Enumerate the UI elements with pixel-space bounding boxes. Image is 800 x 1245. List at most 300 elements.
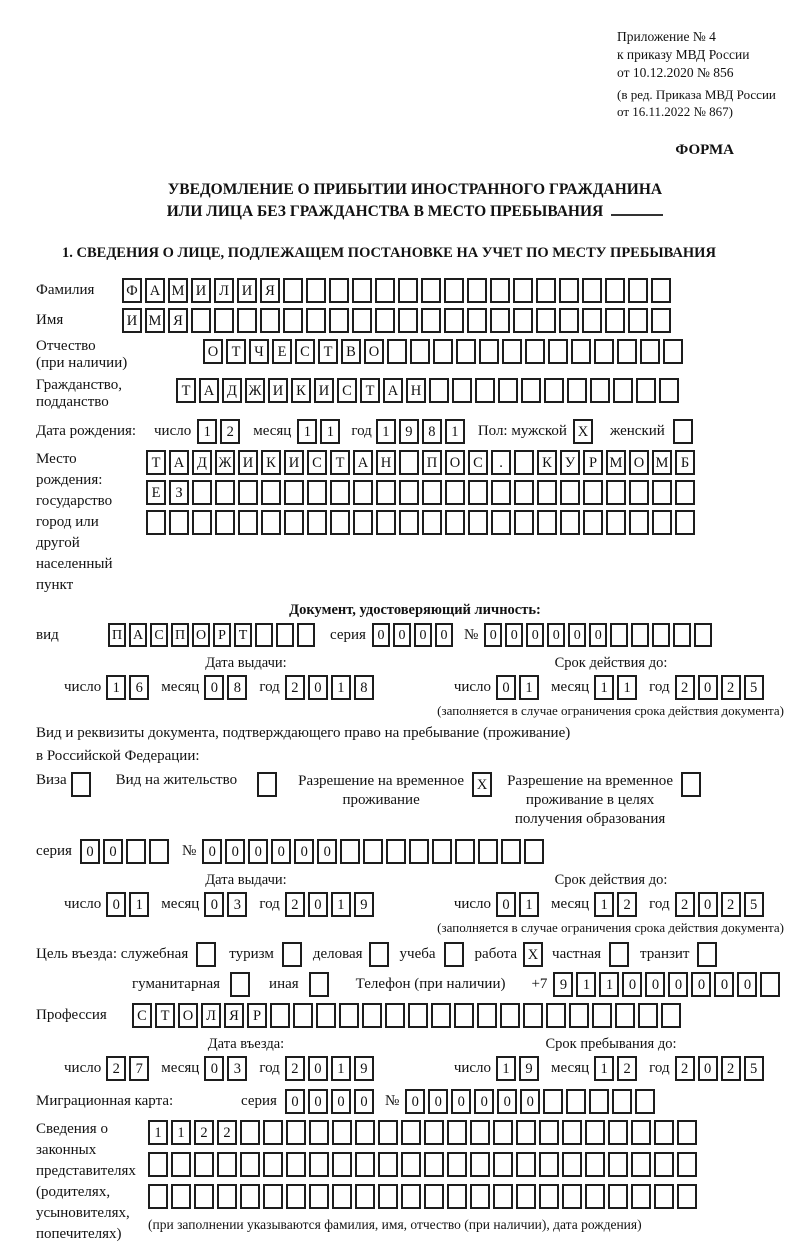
char-cell[interactable] bbox=[270, 1003, 290, 1028]
char-cell[interactable] bbox=[257, 772, 277, 797]
char-cell[interactable] bbox=[455, 839, 475, 864]
char-cell[interactable] bbox=[477, 1003, 497, 1028]
char-cell[interactable]: П bbox=[422, 450, 442, 475]
char-cell[interactable] bbox=[126, 839, 146, 864]
char-cell[interactable] bbox=[215, 480, 235, 505]
char-cell[interactable] bbox=[255, 623, 273, 647]
char-cell[interactable] bbox=[282, 942, 302, 967]
char-cell[interactable]: Ж bbox=[245, 378, 265, 403]
char-cell[interactable] bbox=[567, 378, 587, 403]
char-cell[interactable] bbox=[470, 1184, 490, 1209]
char-cell[interactable]: А bbox=[145, 278, 165, 303]
char-cell[interactable] bbox=[355, 1120, 375, 1145]
char-cell[interactable]: Л bbox=[201, 1003, 221, 1028]
temp-residence-edu-checkbox[interactable] bbox=[681, 772, 704, 797]
char-cell[interactable] bbox=[445, 510, 465, 535]
char-cell[interactable]: Я bbox=[260, 278, 280, 303]
char-cell[interactable] bbox=[71, 772, 91, 797]
char-cell[interactable]: А bbox=[353, 450, 373, 475]
char-cell[interactable]: Т bbox=[146, 450, 166, 475]
char-cell[interactable]: 0 bbox=[622, 972, 642, 997]
char-cell[interactable]: 0 bbox=[496, 892, 516, 917]
char-cell[interactable]: 1 bbox=[129, 892, 149, 917]
char-cell[interactable] bbox=[261, 510, 281, 535]
char-cell[interactable] bbox=[332, 1152, 352, 1177]
char-cell[interactable]: О bbox=[445, 450, 465, 475]
char-cell[interactable] bbox=[447, 1152, 467, 1177]
char-cell[interactable]: 0 bbox=[285, 1089, 305, 1114]
char-cell[interactable] bbox=[431, 1003, 451, 1028]
char-cell[interactable] bbox=[654, 1184, 674, 1209]
char-cell[interactable] bbox=[559, 308, 579, 333]
char-cell[interactable]: 0 bbox=[520, 1089, 540, 1114]
char-cell[interactable] bbox=[493, 1120, 513, 1145]
char-cell[interactable]: З bbox=[169, 480, 189, 505]
char-cell[interactable] bbox=[401, 1184, 421, 1209]
char-cell[interactable] bbox=[582, 308, 602, 333]
char-cell[interactable]: И bbox=[314, 378, 334, 403]
char-cell[interactable]: Я bbox=[224, 1003, 244, 1028]
purpose-private-checkbox[interactable] bbox=[609, 942, 632, 967]
char-cell[interactable]: 2 bbox=[194, 1120, 214, 1145]
char-cell[interactable] bbox=[585, 1120, 605, 1145]
char-cell[interactable] bbox=[230, 972, 250, 997]
char-cell[interactable]: 7 bbox=[129, 1056, 149, 1081]
char-cell[interactable] bbox=[677, 1152, 697, 1177]
char-cell[interactable] bbox=[537, 510, 557, 535]
char-cell[interactable] bbox=[148, 1184, 168, 1209]
char-cell[interactable] bbox=[399, 480, 419, 505]
char-cell[interactable] bbox=[677, 1184, 697, 1209]
char-cell[interactable]: 1 bbox=[519, 892, 539, 917]
char-cell[interactable] bbox=[286, 1152, 306, 1177]
sex-female-checkbox[interactable] bbox=[673, 419, 696, 444]
char-cell[interactable] bbox=[608, 1184, 628, 1209]
char-cell[interactable] bbox=[286, 1184, 306, 1209]
char-cell[interactable]: 0 bbox=[568, 623, 586, 647]
char-cell[interactable]: Я bbox=[168, 308, 188, 333]
char-cell[interactable] bbox=[468, 480, 488, 505]
char-cell[interactable] bbox=[654, 1120, 674, 1145]
char-cell[interactable] bbox=[493, 1152, 513, 1177]
char-cell[interactable]: 0 bbox=[714, 972, 734, 997]
char-cell[interactable] bbox=[628, 278, 648, 303]
char-cell[interactable] bbox=[169, 510, 189, 535]
char-cell[interactable]: 0 bbox=[372, 623, 390, 647]
char-cell[interactable] bbox=[263, 1152, 283, 1177]
char-cell[interactable] bbox=[583, 480, 603, 505]
char-cell[interactable]: 0 bbox=[547, 623, 565, 647]
char-cell[interactable] bbox=[636, 378, 656, 403]
char-cell[interactable]: Ж bbox=[215, 450, 235, 475]
char-cell[interactable] bbox=[355, 1152, 375, 1177]
char-cell[interactable]: 2 bbox=[217, 1120, 237, 1145]
char-cell[interactable]: 1 bbox=[331, 675, 351, 700]
char-cell[interactable] bbox=[539, 1184, 559, 1209]
char-cell[interactable] bbox=[582, 278, 602, 303]
char-cell[interactable] bbox=[640, 339, 660, 364]
char-cell[interactable] bbox=[629, 510, 649, 535]
char-cell[interactable]: М bbox=[145, 308, 165, 333]
char-cell[interactable]: А bbox=[383, 378, 403, 403]
char-cell[interactable]: 1 bbox=[496, 1056, 516, 1081]
char-cell[interactable] bbox=[513, 308, 533, 333]
char-cell[interactable]: Е bbox=[272, 339, 292, 364]
char-cell[interactable]: 9 bbox=[553, 972, 573, 997]
char-cell[interactable] bbox=[429, 378, 449, 403]
char-cell[interactable] bbox=[447, 1120, 467, 1145]
char-cell[interactable] bbox=[651, 278, 671, 303]
char-cell[interactable] bbox=[332, 1120, 352, 1145]
char-cell[interactable] bbox=[654, 1152, 674, 1177]
char-cell[interactable]: А bbox=[199, 378, 219, 403]
temp-residence-checkbox[interactable] bbox=[472, 772, 495, 797]
char-cell[interactable]: 0 bbox=[294, 839, 314, 864]
char-cell[interactable] bbox=[697, 942, 717, 967]
char-cell[interactable]: 9 bbox=[399, 419, 419, 444]
char-cell[interactable] bbox=[594, 339, 614, 364]
char-cell[interactable] bbox=[562, 1184, 582, 1209]
char-cell[interactable]: Р bbox=[583, 450, 603, 475]
char-cell[interactable]: 2 bbox=[220, 419, 240, 444]
char-cell[interactable]: 2 bbox=[675, 892, 695, 917]
char-cell[interactable] bbox=[309, 1184, 329, 1209]
char-cell[interactable]: К bbox=[537, 450, 557, 475]
char-cell[interactable] bbox=[536, 308, 556, 333]
char-cell[interactable] bbox=[386, 839, 406, 864]
char-cell[interactable]: 2 bbox=[721, 1056, 741, 1081]
char-cell[interactable] bbox=[652, 510, 672, 535]
char-cell[interactable]: 0 bbox=[474, 1089, 494, 1114]
purpose-study-checkbox[interactable] bbox=[444, 942, 467, 967]
purpose-work-checkbox[interactable] bbox=[523, 942, 546, 967]
char-cell[interactable] bbox=[490, 278, 510, 303]
char-cell[interactable]: Б bbox=[675, 450, 695, 475]
char-cell[interactable] bbox=[589, 1089, 609, 1114]
char-cell[interactable] bbox=[214, 308, 234, 333]
char-cell[interactable] bbox=[339, 1003, 359, 1028]
char-cell[interactable] bbox=[661, 1003, 681, 1028]
char-cell[interactable] bbox=[240, 1152, 260, 1177]
char-cell[interactable] bbox=[444, 942, 464, 967]
char-cell[interactable]: 1 bbox=[320, 419, 340, 444]
char-cell[interactable]: X bbox=[523, 942, 543, 967]
char-cell[interactable] bbox=[559, 278, 579, 303]
char-cell[interactable] bbox=[293, 1003, 313, 1028]
char-cell[interactable] bbox=[398, 308, 418, 333]
char-cell[interactable]: 2 bbox=[617, 1056, 637, 1081]
char-cell[interactable]: 0 bbox=[405, 1089, 425, 1114]
char-cell[interactable] bbox=[240, 1184, 260, 1209]
char-cell[interactable] bbox=[475, 378, 495, 403]
char-cell[interactable] bbox=[376, 480, 396, 505]
char-cell[interactable] bbox=[444, 308, 464, 333]
char-cell[interactable] bbox=[612, 1089, 632, 1114]
char-cell[interactable] bbox=[238, 480, 258, 505]
char-cell[interactable]: 0 bbox=[202, 839, 222, 864]
char-cell[interactable] bbox=[478, 839, 498, 864]
char-cell[interactable]: 0 bbox=[737, 972, 757, 997]
char-cell[interactable] bbox=[562, 1152, 582, 1177]
char-cell[interactable] bbox=[652, 623, 670, 647]
char-cell[interactable]: В bbox=[341, 339, 361, 364]
char-cell[interactable] bbox=[375, 308, 395, 333]
char-cell[interactable]: 0 bbox=[103, 839, 123, 864]
char-cell[interactable] bbox=[191, 308, 211, 333]
char-cell[interactable] bbox=[500, 1003, 520, 1028]
char-cell[interactable]: 0 bbox=[308, 892, 328, 917]
char-cell[interactable] bbox=[401, 1120, 421, 1145]
char-cell[interactable] bbox=[548, 339, 568, 364]
char-cell[interactable] bbox=[546, 1003, 566, 1028]
char-cell[interactable] bbox=[424, 1120, 444, 1145]
char-cell[interactable]: А bbox=[169, 450, 189, 475]
char-cell[interactable]: 1 bbox=[331, 1056, 351, 1081]
char-cell[interactable] bbox=[467, 308, 487, 333]
char-cell[interactable] bbox=[491, 480, 511, 505]
char-cell[interactable] bbox=[514, 480, 534, 505]
char-cell[interactable] bbox=[240, 1120, 260, 1145]
char-cell[interactable] bbox=[387, 339, 407, 364]
char-cell[interactable] bbox=[606, 510, 626, 535]
char-cell[interactable]: 0 bbox=[106, 892, 126, 917]
char-cell[interactable]: 0 bbox=[497, 1089, 517, 1114]
char-cell[interactable]: 1 bbox=[445, 419, 465, 444]
char-cell[interactable]: 0 bbox=[668, 972, 688, 997]
char-cell[interactable] bbox=[659, 378, 679, 403]
char-cell[interactable] bbox=[263, 1184, 283, 1209]
char-cell[interactable]: 0 bbox=[505, 623, 523, 647]
char-cell[interactable]: 8 bbox=[422, 419, 442, 444]
char-cell[interactable]: 0 bbox=[248, 839, 268, 864]
char-cell[interactable] bbox=[606, 480, 626, 505]
char-cell[interactable]: Д bbox=[222, 378, 242, 403]
char-cell[interactable] bbox=[309, 972, 329, 997]
sex-male-checkbox[interactable] bbox=[573, 419, 596, 444]
char-cell[interactable] bbox=[514, 450, 534, 475]
char-cell[interactable]: 0 bbox=[428, 1089, 448, 1114]
char-cell[interactable]: 1 bbox=[331, 892, 351, 917]
char-cell[interactable] bbox=[408, 1003, 428, 1028]
char-cell[interactable] bbox=[307, 510, 327, 535]
char-cell[interactable] bbox=[608, 1120, 628, 1145]
char-cell[interactable] bbox=[502, 339, 522, 364]
char-cell[interactable]: С bbox=[468, 450, 488, 475]
char-cell[interactable]: Ф bbox=[122, 278, 142, 303]
char-cell[interactable]: 5 bbox=[744, 892, 764, 917]
char-cell[interactable] bbox=[399, 510, 419, 535]
char-cell[interactable]: 1 bbox=[594, 675, 614, 700]
char-cell[interactable] bbox=[543, 1089, 563, 1114]
char-cell[interactable] bbox=[560, 510, 580, 535]
char-cell[interactable] bbox=[592, 1003, 612, 1028]
char-cell[interactable] bbox=[283, 308, 303, 333]
char-cell[interactable]: 3 bbox=[227, 1056, 247, 1081]
char-cell[interactable]: Р bbox=[247, 1003, 267, 1028]
char-cell[interactable]: С bbox=[150, 623, 168, 647]
char-cell[interactable]: 0 bbox=[645, 972, 665, 997]
char-cell[interactable] bbox=[514, 510, 534, 535]
char-cell[interactable] bbox=[452, 378, 472, 403]
char-cell[interactable]: 0 bbox=[354, 1089, 374, 1114]
char-cell[interactable] bbox=[613, 378, 633, 403]
char-cell[interactable] bbox=[635, 1089, 655, 1114]
char-cell[interactable] bbox=[171, 1184, 191, 1209]
char-cell[interactable] bbox=[238, 510, 258, 535]
char-cell[interactable]: О bbox=[203, 339, 223, 364]
char-cell[interactable] bbox=[560, 480, 580, 505]
char-cell[interactable] bbox=[673, 419, 693, 444]
char-cell[interactable]: О bbox=[192, 623, 210, 647]
char-cell[interactable] bbox=[378, 1184, 398, 1209]
char-cell[interactable]: 0 bbox=[698, 1056, 718, 1081]
char-cell[interactable]: 0 bbox=[393, 623, 411, 647]
char-cell[interactable] bbox=[516, 1152, 536, 1177]
char-cell[interactable]: 0 bbox=[331, 1089, 351, 1114]
char-cell[interactable] bbox=[401, 1152, 421, 1177]
char-cell[interactable]: 1 bbox=[376, 419, 396, 444]
char-cell[interactable] bbox=[363, 839, 383, 864]
char-cell[interactable] bbox=[562, 1120, 582, 1145]
char-cell[interactable] bbox=[539, 1120, 559, 1145]
char-cell[interactable]: С bbox=[295, 339, 315, 364]
char-cell[interactable]: Н bbox=[406, 378, 426, 403]
char-cell[interactable]: 8 bbox=[354, 675, 374, 700]
char-cell[interactable] bbox=[260, 308, 280, 333]
char-cell[interactable] bbox=[424, 1152, 444, 1177]
char-cell[interactable] bbox=[445, 480, 465, 505]
char-cell[interactable] bbox=[615, 1003, 635, 1028]
char-cell[interactable] bbox=[297, 623, 315, 647]
char-cell[interactable]: Т bbox=[318, 339, 338, 364]
char-cell[interactable] bbox=[470, 1152, 490, 1177]
purpose-transit-checkbox[interactable] bbox=[697, 942, 720, 967]
char-cell[interactable]: И bbox=[238, 450, 258, 475]
char-cell[interactable]: 0 bbox=[484, 623, 502, 647]
char-cell[interactable]: 0 bbox=[526, 623, 544, 647]
char-cell[interactable] bbox=[629, 480, 649, 505]
char-cell[interactable] bbox=[284, 480, 304, 505]
char-cell[interactable] bbox=[263, 1120, 283, 1145]
char-cell[interactable] bbox=[675, 510, 695, 535]
char-cell[interactable] bbox=[398, 278, 418, 303]
char-cell[interactable] bbox=[523, 1003, 543, 1028]
char-cell[interactable]: 0 bbox=[698, 892, 718, 917]
char-cell[interactable]: 1 bbox=[106, 675, 126, 700]
char-cell[interactable]: 1 bbox=[594, 892, 614, 917]
char-cell[interactable] bbox=[516, 1120, 536, 1145]
visa-checkbox[interactable] bbox=[71, 772, 94, 797]
char-cell[interactable] bbox=[537, 480, 557, 505]
purpose-business-checkbox[interactable] bbox=[196, 942, 219, 967]
char-cell[interactable]: 0 bbox=[271, 839, 291, 864]
char-cell[interactable]: 0 bbox=[435, 623, 453, 647]
char-cell[interactable]: 0 bbox=[496, 675, 516, 700]
char-cell[interactable] bbox=[470, 1120, 490, 1145]
char-cell[interactable] bbox=[422, 480, 442, 505]
char-cell[interactable]: О bbox=[364, 339, 384, 364]
char-cell[interactable]: 0 bbox=[204, 675, 224, 700]
char-cell[interactable]: 9 bbox=[354, 1056, 374, 1081]
char-cell[interactable] bbox=[261, 480, 281, 505]
char-cell[interactable] bbox=[171, 1152, 191, 1177]
char-cell[interactable] bbox=[663, 339, 683, 364]
char-cell[interactable] bbox=[444, 278, 464, 303]
char-cell[interactable]: 5 bbox=[744, 675, 764, 700]
char-cell[interactable] bbox=[432, 839, 452, 864]
char-cell[interactable]: П bbox=[171, 623, 189, 647]
char-cell[interactable] bbox=[353, 510, 373, 535]
char-cell[interactable] bbox=[454, 1003, 474, 1028]
char-cell[interactable]: 2 bbox=[675, 1056, 695, 1081]
char-cell[interactable]: О bbox=[629, 450, 649, 475]
char-cell[interactable]: М bbox=[652, 450, 672, 475]
char-cell[interactable] bbox=[583, 510, 603, 535]
char-cell[interactable]: Ч bbox=[249, 339, 269, 364]
char-cell[interactable] bbox=[501, 839, 521, 864]
char-cell[interactable] bbox=[628, 308, 648, 333]
char-cell[interactable] bbox=[237, 308, 257, 333]
char-cell[interactable] bbox=[217, 1152, 237, 1177]
char-cell[interactable]: 1 bbox=[171, 1120, 191, 1145]
char-cell[interactable] bbox=[352, 278, 372, 303]
char-cell[interactable]: 2 bbox=[285, 892, 305, 917]
char-cell[interactable]: 2 bbox=[675, 675, 695, 700]
char-cell[interactable]: М bbox=[606, 450, 626, 475]
char-cell[interactable] bbox=[192, 510, 212, 535]
char-cell[interactable] bbox=[631, 1184, 651, 1209]
char-cell[interactable] bbox=[196, 942, 216, 967]
char-cell[interactable] bbox=[421, 308, 441, 333]
char-cell[interactable]: 0 bbox=[225, 839, 245, 864]
char-cell[interactable] bbox=[479, 339, 499, 364]
char-cell[interactable] bbox=[424, 1184, 444, 1209]
char-cell[interactable]: Р bbox=[213, 623, 231, 647]
char-cell[interactable]: Т bbox=[176, 378, 196, 403]
char-cell[interactable] bbox=[194, 1184, 214, 1209]
char-cell[interactable]: С bbox=[307, 450, 327, 475]
char-cell[interactable] bbox=[525, 339, 545, 364]
char-cell[interactable]: 1 bbox=[576, 972, 596, 997]
char-cell[interactable]: 1 bbox=[599, 972, 619, 997]
residence-permit-checkbox[interactable] bbox=[257, 772, 280, 797]
char-cell[interactable]: 5 bbox=[744, 1056, 764, 1081]
char-cell[interactable] bbox=[536, 278, 556, 303]
char-cell[interactable] bbox=[516, 1184, 536, 1209]
char-cell[interactable]: 1 bbox=[617, 675, 637, 700]
char-cell[interactable] bbox=[585, 1152, 605, 1177]
char-cell[interactable]: 1 bbox=[594, 1056, 614, 1081]
char-cell[interactable]: 0 bbox=[308, 1089, 328, 1114]
char-cell[interactable]: 8 bbox=[227, 675, 247, 700]
char-cell[interactable]: О bbox=[178, 1003, 198, 1028]
char-cell[interactable] bbox=[215, 510, 235, 535]
char-cell[interactable] bbox=[631, 1152, 651, 1177]
char-cell[interactable] bbox=[353, 480, 373, 505]
char-cell[interactable] bbox=[286, 1120, 306, 1145]
char-cell[interactable] bbox=[306, 278, 326, 303]
char-cell[interactable] bbox=[283, 278, 303, 303]
char-cell[interactable] bbox=[760, 972, 780, 997]
char-cell[interactable]: М bbox=[168, 278, 188, 303]
char-cell[interactable] bbox=[378, 1120, 398, 1145]
char-cell[interactable] bbox=[309, 1120, 329, 1145]
char-cell[interactable]: 0 bbox=[698, 675, 718, 700]
purpose-other-checkbox[interactable] bbox=[309, 972, 332, 997]
char-cell[interactable]: 6 bbox=[129, 675, 149, 700]
char-cell[interactable] bbox=[617, 339, 637, 364]
char-cell[interactable] bbox=[631, 623, 649, 647]
